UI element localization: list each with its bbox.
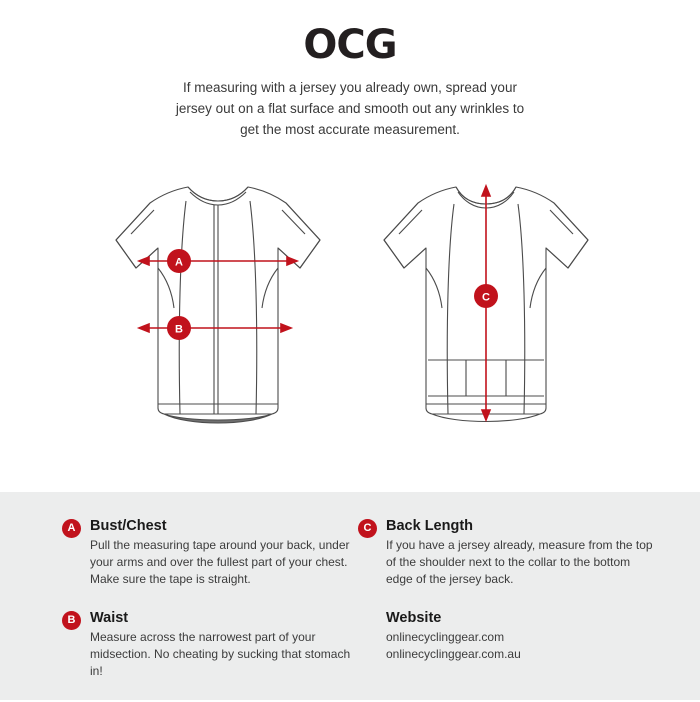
legend-item-website	[358, 610, 658, 663]
intro-text: If measuring with a jersey you already own, spread your jersey out on a flat surface and smooth out any wrinkles to get the most accurate measurement.	[175, 80, 525, 137]
legend-column-left	[62, 518, 352, 702]
legend-column-right	[358, 518, 658, 685]
legend-body-waist: Measure across the narrowest part of your midsection. No cheating by sucking that stomach in!	[90, 630, 351, 679]
diagram-badge-c	[474, 284, 498, 308]
legend-title-back-length: Back Length	[386, 518, 474, 534]
svg-text:A: A	[175, 256, 183, 269]
website-link-com[interactable]: onlinecyclinggear.com	[386, 630, 505, 645]
legend-item-waist	[62, 610, 352, 680]
legend-title-website: Website	[386, 610, 442, 627]
diagram-badge-b	[167, 316, 191, 340]
website-link-com-au[interactable]: onlinecyclinggear.com.au	[386, 647, 521, 662]
legend-panel	[0, 492, 700, 700]
svg-text:C: C	[482, 291, 490, 304]
legend-badge-a: A	[62, 519, 81, 538]
svg-text:B: B	[175, 323, 183, 336]
jersey-front-outline	[116, 187, 320, 423]
legend-body-bust-chest: Pull the measuring tape around your back, under your arms and over the fullest part of your chest. Make sure the tape is straight.	[90, 538, 350, 587]
legend-item-bust-chest	[62, 518, 352, 588]
legend-badge-b: B	[62, 611, 81, 630]
measurement-diagram	[0, 168, 700, 488]
legend-title-bust-chest: Bust/Chest	[90, 518, 167, 534]
diagram-badge-a	[167, 249, 191, 273]
legend-body-back-length: If you have a jersey already, measure from the top of the shoulder next to the collar to the bottom edge of the jersey back.	[386, 538, 653, 587]
legend-title-waist: Waist	[90, 610, 129, 627]
brand-logo: OCG	[303, 22, 397, 68]
legend-item-back-length	[358, 518, 658, 588]
legend-badge-c: C	[358, 519, 377, 538]
